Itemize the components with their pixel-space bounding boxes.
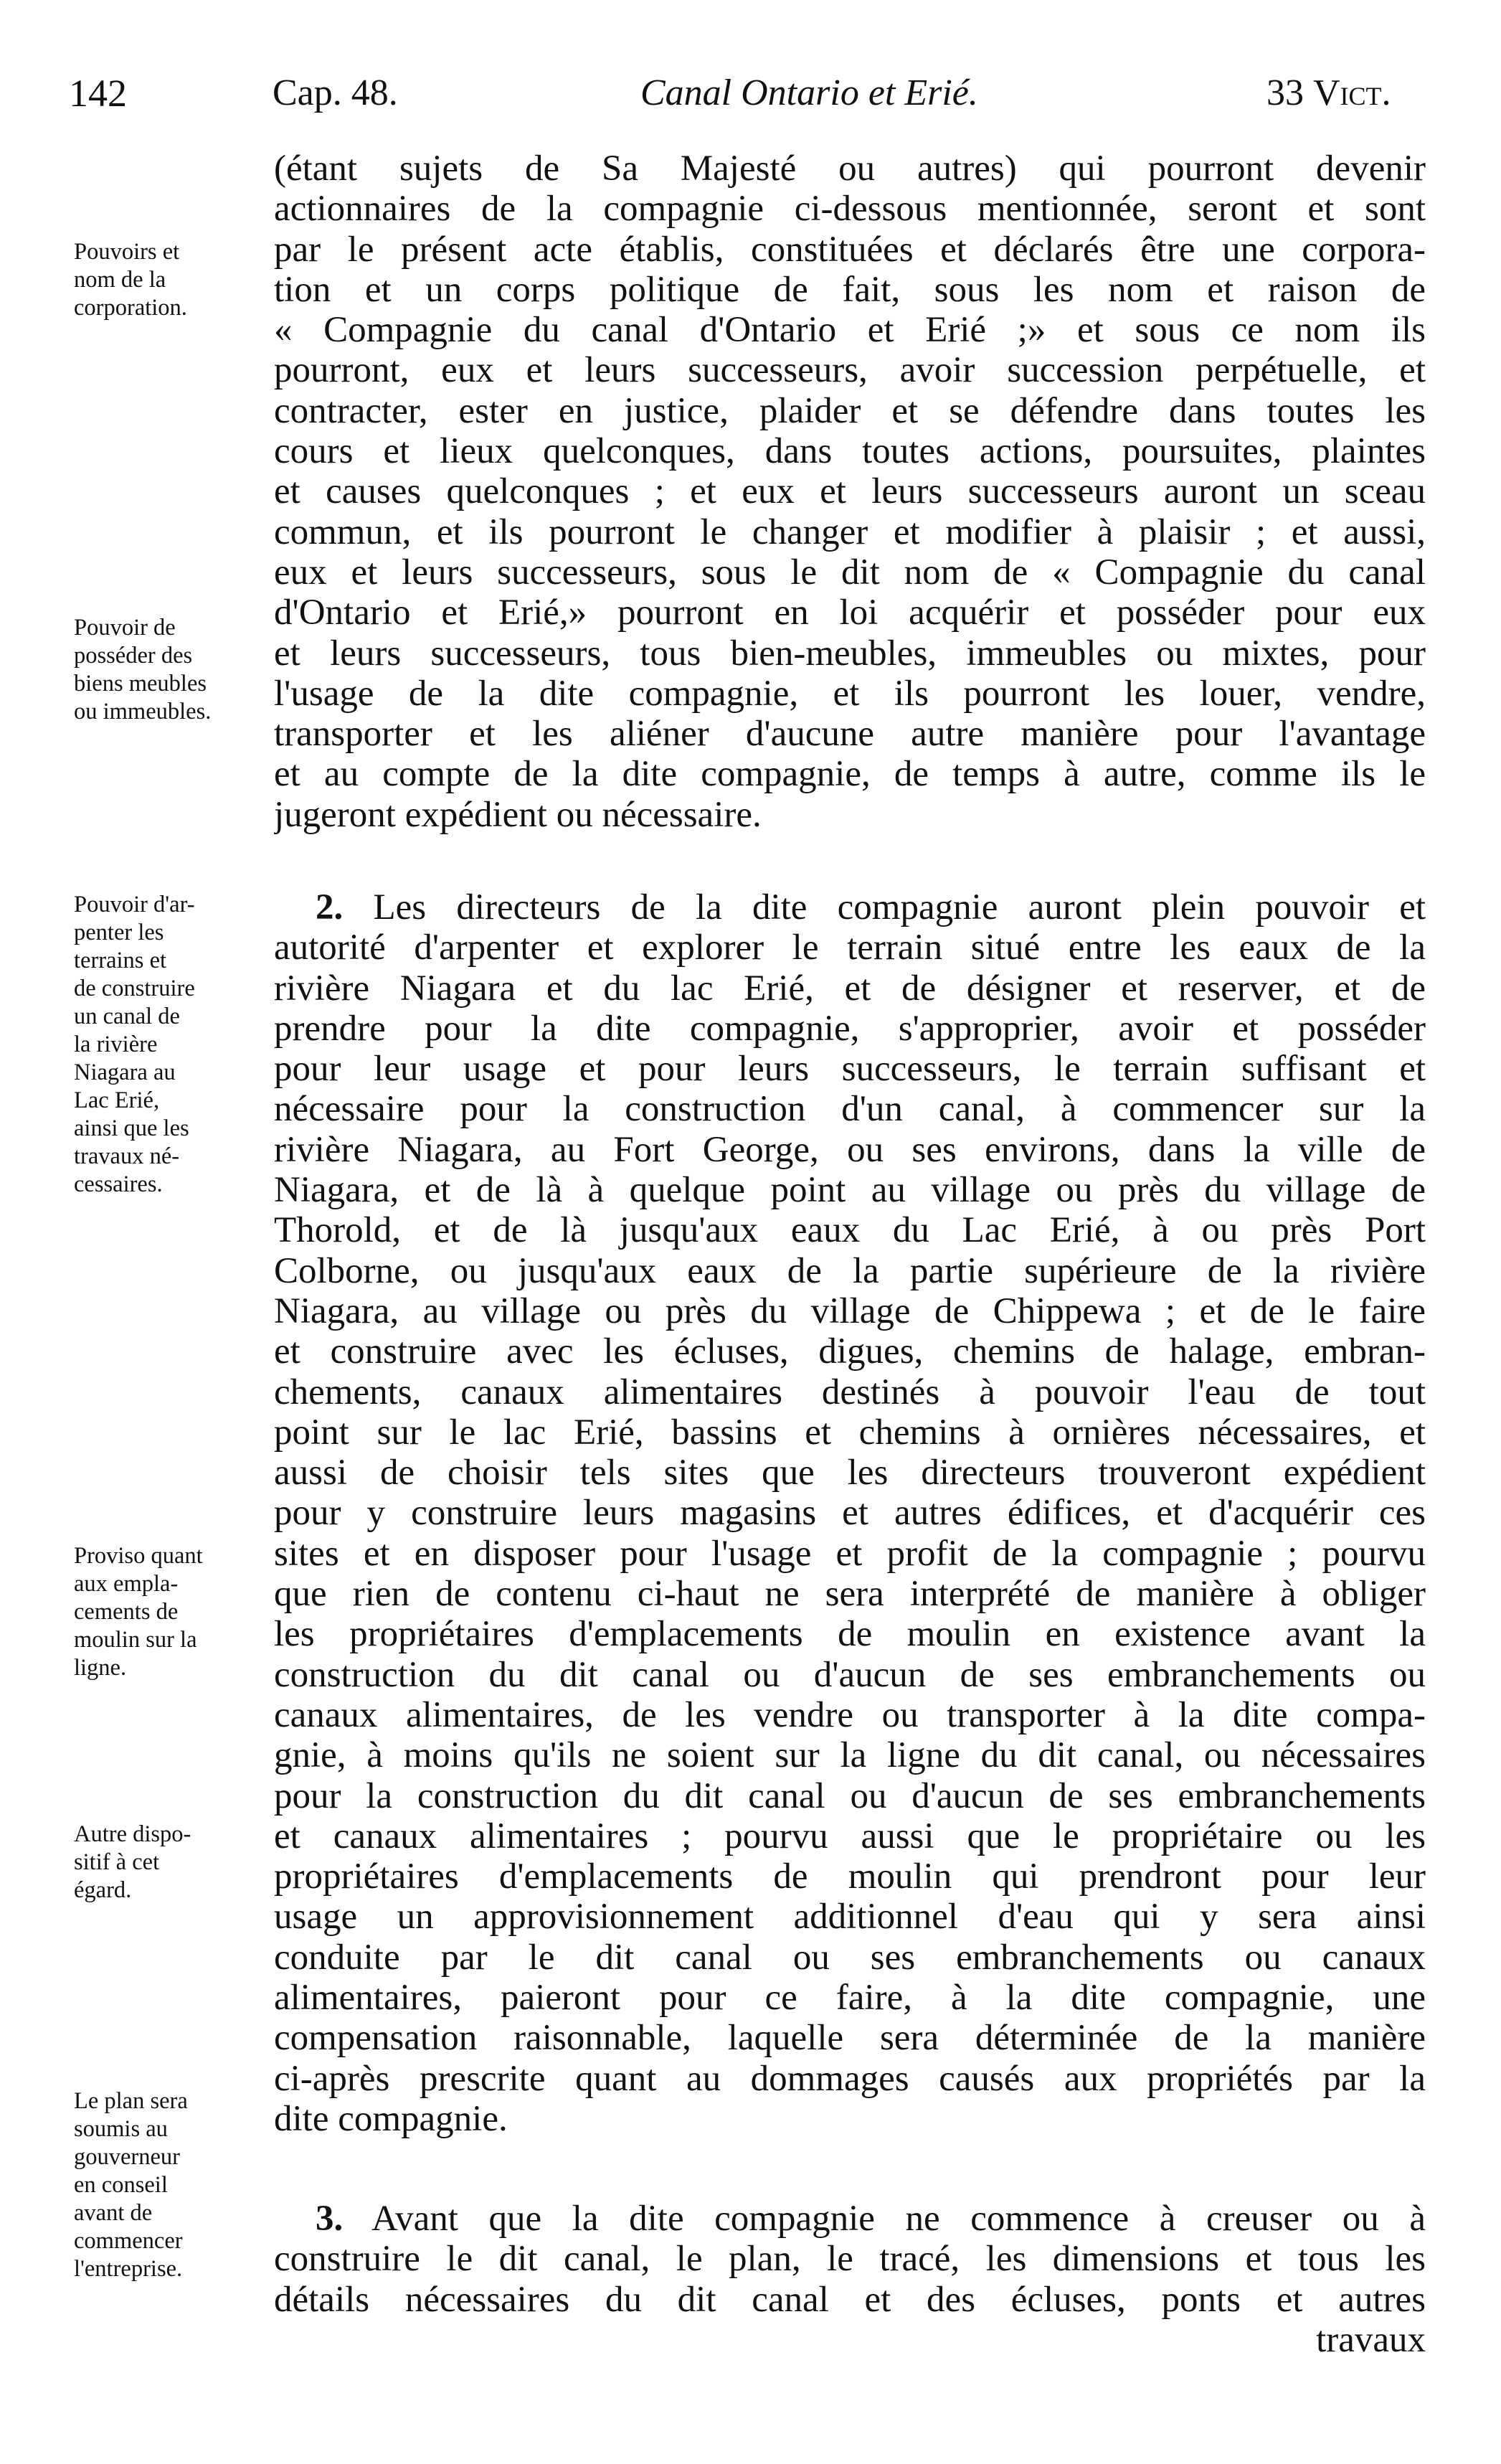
margin-note-line: sitif à cet — [74, 1849, 160, 1875]
margin-note-line: nom de la — [74, 267, 166, 293]
margin-note-line: Lac Erié, — [74, 1087, 160, 1113]
margin-note-line: cessaires. — [74, 1171, 163, 1197]
margin-note-line: de construire — [74, 976, 195, 1001]
text-line: et au compte de la dite compagnie, de temps à autre, comme ils le — [274, 754, 1426, 795]
text-line: ci-après prescrite quant au dommages causés aux propriétés par la — [274, 2058, 1426, 2099]
margin-note-line: Pouvoirs et — [74, 239, 180, 265]
regnal-year-word: Vict. — [1313, 72, 1391, 113]
text-line: les propriétaires d'emplacements de moulin en existence avant la — [274, 1614, 1426, 1655]
margin-note-line: penter les — [74, 920, 164, 945]
section-number: 2. — [316, 887, 344, 927]
text-line — [274, 2199, 1426, 2239]
margin-note-line: Niagara au — [74, 1059, 176, 1085]
margin-note-line: la rivière — [74, 1032, 158, 1057]
margin-note-line: aux empla- — [74, 1571, 179, 1597]
margin-note-line: travaux né- — [74, 1143, 180, 1169]
text-line: (étant sujets de Sa Majesté ou autres) qui pourront devenir — [274, 148, 1426, 189]
text-line: transporter et les aliéner d'aucune autre manière pour l'avantage — [274, 714, 1426, 755]
text-line: d'Ontario et Erié,» pourront en loi acquérir et posséder pour eux — [274, 593, 1426, 633]
text-line-content: Avant que la dite compagnie ne commence à creuser ou à — [371, 2199, 1426, 2239]
margin-note-line: avant de — [74, 2200, 153, 2226]
text-line: tion et un corps politique de fait, sous les nom et raison de — [274, 269, 1426, 310]
text-line: détails nécessaires du dit canal et des écluses, ponts et autres — [274, 2279, 1426, 2320]
text-line: l'usage de la dite compagnie, et ils pourront les louer, vendre, — [274, 673, 1426, 714]
margin-note-line: en conseil — [74, 2172, 168, 2198]
text-line: eux et leurs successeurs, sous le dit nom de « Compagnie du canal — [274, 552, 1426, 593]
margin-note-line: soumis au — [74, 2116, 168, 2142]
text-line: canaux alimentaires, de les vendre ou transporter à la dite compa- — [274, 1694, 1426, 1735]
text-line: par le présent acte établis, constituées et déclarés être une corpora- — [274, 229, 1426, 270]
margin-note-line: Pouvoir de — [74, 615, 176, 641]
margin-note-plan — [74, 2087, 262, 2283]
text-line: commun, et ils pourront le changer et modifier à plaisir ; et aussi, — [274, 511, 1426, 552]
paragraph-section-1 — [274, 148, 1426, 835]
text-line: Niagara, et de là à quelque point au village ou près du village de — [274, 1170, 1426, 1211]
text-line: rivière Niagara, au Fort George, ou ses environs, dans la ville de — [274, 1129, 1426, 1170]
text-line: Thorold, et de là jusqu'aux eaux du Lac Erié, à ou près Port — [274, 1210, 1426, 1251]
regnal-year — [1266, 72, 1391, 115]
margin-note-other-provision — [74, 1821, 262, 1904]
margin-note-line: un canal de — [74, 1004, 180, 1029]
margin-note-survey — [74, 891, 262, 1199]
text-line: pour y construire leurs magasins et autres édifices, et d'acquérir ces — [274, 1493, 1426, 1534]
margin-note-line: terrains et — [74, 948, 167, 973]
margin-note-line: Pouvoir d'ar- — [74, 892, 195, 917]
text-line: et leurs successeurs, tous bien-meubles, immeubles ou mixtes, pour — [274, 633, 1426, 674]
paragraph-section-3 — [274, 2199, 1426, 2360]
text-line: Colborne, ou jusqu'aux eaux de la partie supérieure de la rivière — [274, 1250, 1426, 1291]
text-line: pourront, eux et leurs successeurs, avoir succession perpétuelle, et — [274, 350, 1426, 391]
text-line: construction du dit canal ou d'aucun de ses embranchements ou — [274, 1654, 1426, 1695]
text-line: « Compagnie du canal d'Ontario et Erié ;» et sous ce nom ils — [274, 310, 1426, 351]
margin-note-line: posséder des — [74, 643, 193, 669]
margin-note-line: égard. — [74, 1877, 132, 1903]
text-line: contracter, ester en justice, plaider et se défendre dans toutes les — [274, 390, 1426, 431]
margin-note-property — [74, 614, 262, 726]
regnal-year-number: 33 — [1266, 72, 1304, 113]
page-number: 142 — [69, 72, 127, 115]
text-line-content: Les directeurs de la dite compagnie auront plein pouvoir et — [373, 887, 1426, 927]
section-number: 3. — [316, 2199, 344, 2239]
margin-note-line: Le plan sera — [74, 2088, 188, 2114]
text-line: propriétaires d'emplacements de moulin qui prendront pour leur — [274, 1856, 1426, 1897]
text-line: gnie, à moins qu'ils ne soient sur la ligne du dit canal, ou nécessaires — [274, 1735, 1426, 1776]
margin-note-line: ainsi que les — [74, 1115, 189, 1141]
margin-note-line: corporation. — [74, 295, 187, 321]
paragraph-section-2 — [274, 887, 1426, 2139]
running-title: Canal Ontario et Erié. — [640, 72, 978, 113]
text-line: dite compagnie. — [274, 2098, 508, 2139]
text-line: et causes quelconques ; et eux et leurs successeurs auront un sceau — [274, 471, 1426, 512]
margin-note-line: Proviso quant — [74, 1543, 203, 1569]
margin-note-line: Autre dispo- — [74, 1821, 191, 1847]
text-line: compensation raisonnable, laquelle sera déterminée de la manière — [274, 2018, 1426, 2059]
text-line: point sur le lac Erié, bassins et chemins à ornières nécessaires, et — [274, 1412, 1426, 1453]
text-line: et canaux alimentaires ; pourvu aussi que le propriétaire ou les — [274, 1816, 1426, 1856]
catchword: travaux — [1316, 2319, 1426, 2360]
margin-note-line: biens meubles — [74, 671, 207, 697]
text-line: que rien de contenu ci-haut ne sera interprété de manière à obliger — [274, 1574, 1426, 1615]
text-line: autorité d'arpenter et explorer le terrain situé entre les eaux de la — [274, 927, 1426, 968]
text-line: pour leur usage et pour leurs successeurs, le terrain suffisant et — [274, 1049, 1426, 1090]
text-line: actionnaires de la compagnie ci-dessous mentionnée, seront et sont — [274, 189, 1426, 230]
margin-note-line: gouverneur — [74, 2144, 180, 2170]
text-line: sites et en disposer pour l'usage et profit de la compagnie ; pourvu — [274, 1533, 1426, 1574]
text-line: pour la construction du dit canal ou d'aucun de ses embranchements — [274, 1775, 1426, 1816]
margin-note-line: ou immeubles. — [74, 699, 212, 724]
text-line: chements, canaux alimentaires destinés à pouvoir l'eau de tout — [274, 1372, 1426, 1412]
margin-note-proviso — [74, 1542, 262, 1682]
text-line: construire le dit canal, le plan, le tracé, les dimensions et tous les — [274, 2239, 1426, 2280]
text-line: aussi de choisir tels sites que les directeurs trouveront expédient — [274, 1453, 1426, 1493]
text-line: nécessaire pour la construction d'un canal, à commencer sur la — [274, 1089, 1426, 1130]
text-line: conduite par le dit canal ou ses embranchements ou canaux — [274, 1937, 1426, 1978]
text-line: prendre pour la dite compagnie, s'approprier, avoir et posséder — [274, 1008, 1426, 1049]
text-line — [274, 887, 1426, 927]
margin-note-line: moulin sur la — [74, 1627, 197, 1653]
margin-note-line: cements de — [74, 1599, 179, 1625]
margin-note-powers — [74, 238, 262, 322]
chapter-label: Cap. 48. — [273, 72, 398, 113]
margin-note-line: commencer — [74, 2228, 183, 2254]
text-line: cours et lieux quelconques, dans toutes actions, poursuites, plaintes — [274, 431, 1426, 472]
text-line: jugeront expédient ou nécessaire. — [274, 794, 762, 835]
text-line: alimentaires, paieront pour ce faire, à la dite compagnie, une — [274, 1978, 1426, 2019]
text-line: rivière Niagara et du lac Erié, et de désigner et reserver, et de — [274, 968, 1426, 1009]
text-line: usage un approvisionnement additionnel d'eau qui y sera ainsi — [274, 1897, 1426, 1937]
margin-note-line: l'entreprise. — [74, 2256, 183, 2282]
text-line: et construire avec les écluses, digues, chemins de halage, embran- — [274, 1331, 1426, 1372]
text-line: Niagara, au village ou près du village de Chippewa ; et de le faire — [274, 1290, 1426, 1331]
margin-note-line: ligne. — [74, 1655, 127, 1681]
